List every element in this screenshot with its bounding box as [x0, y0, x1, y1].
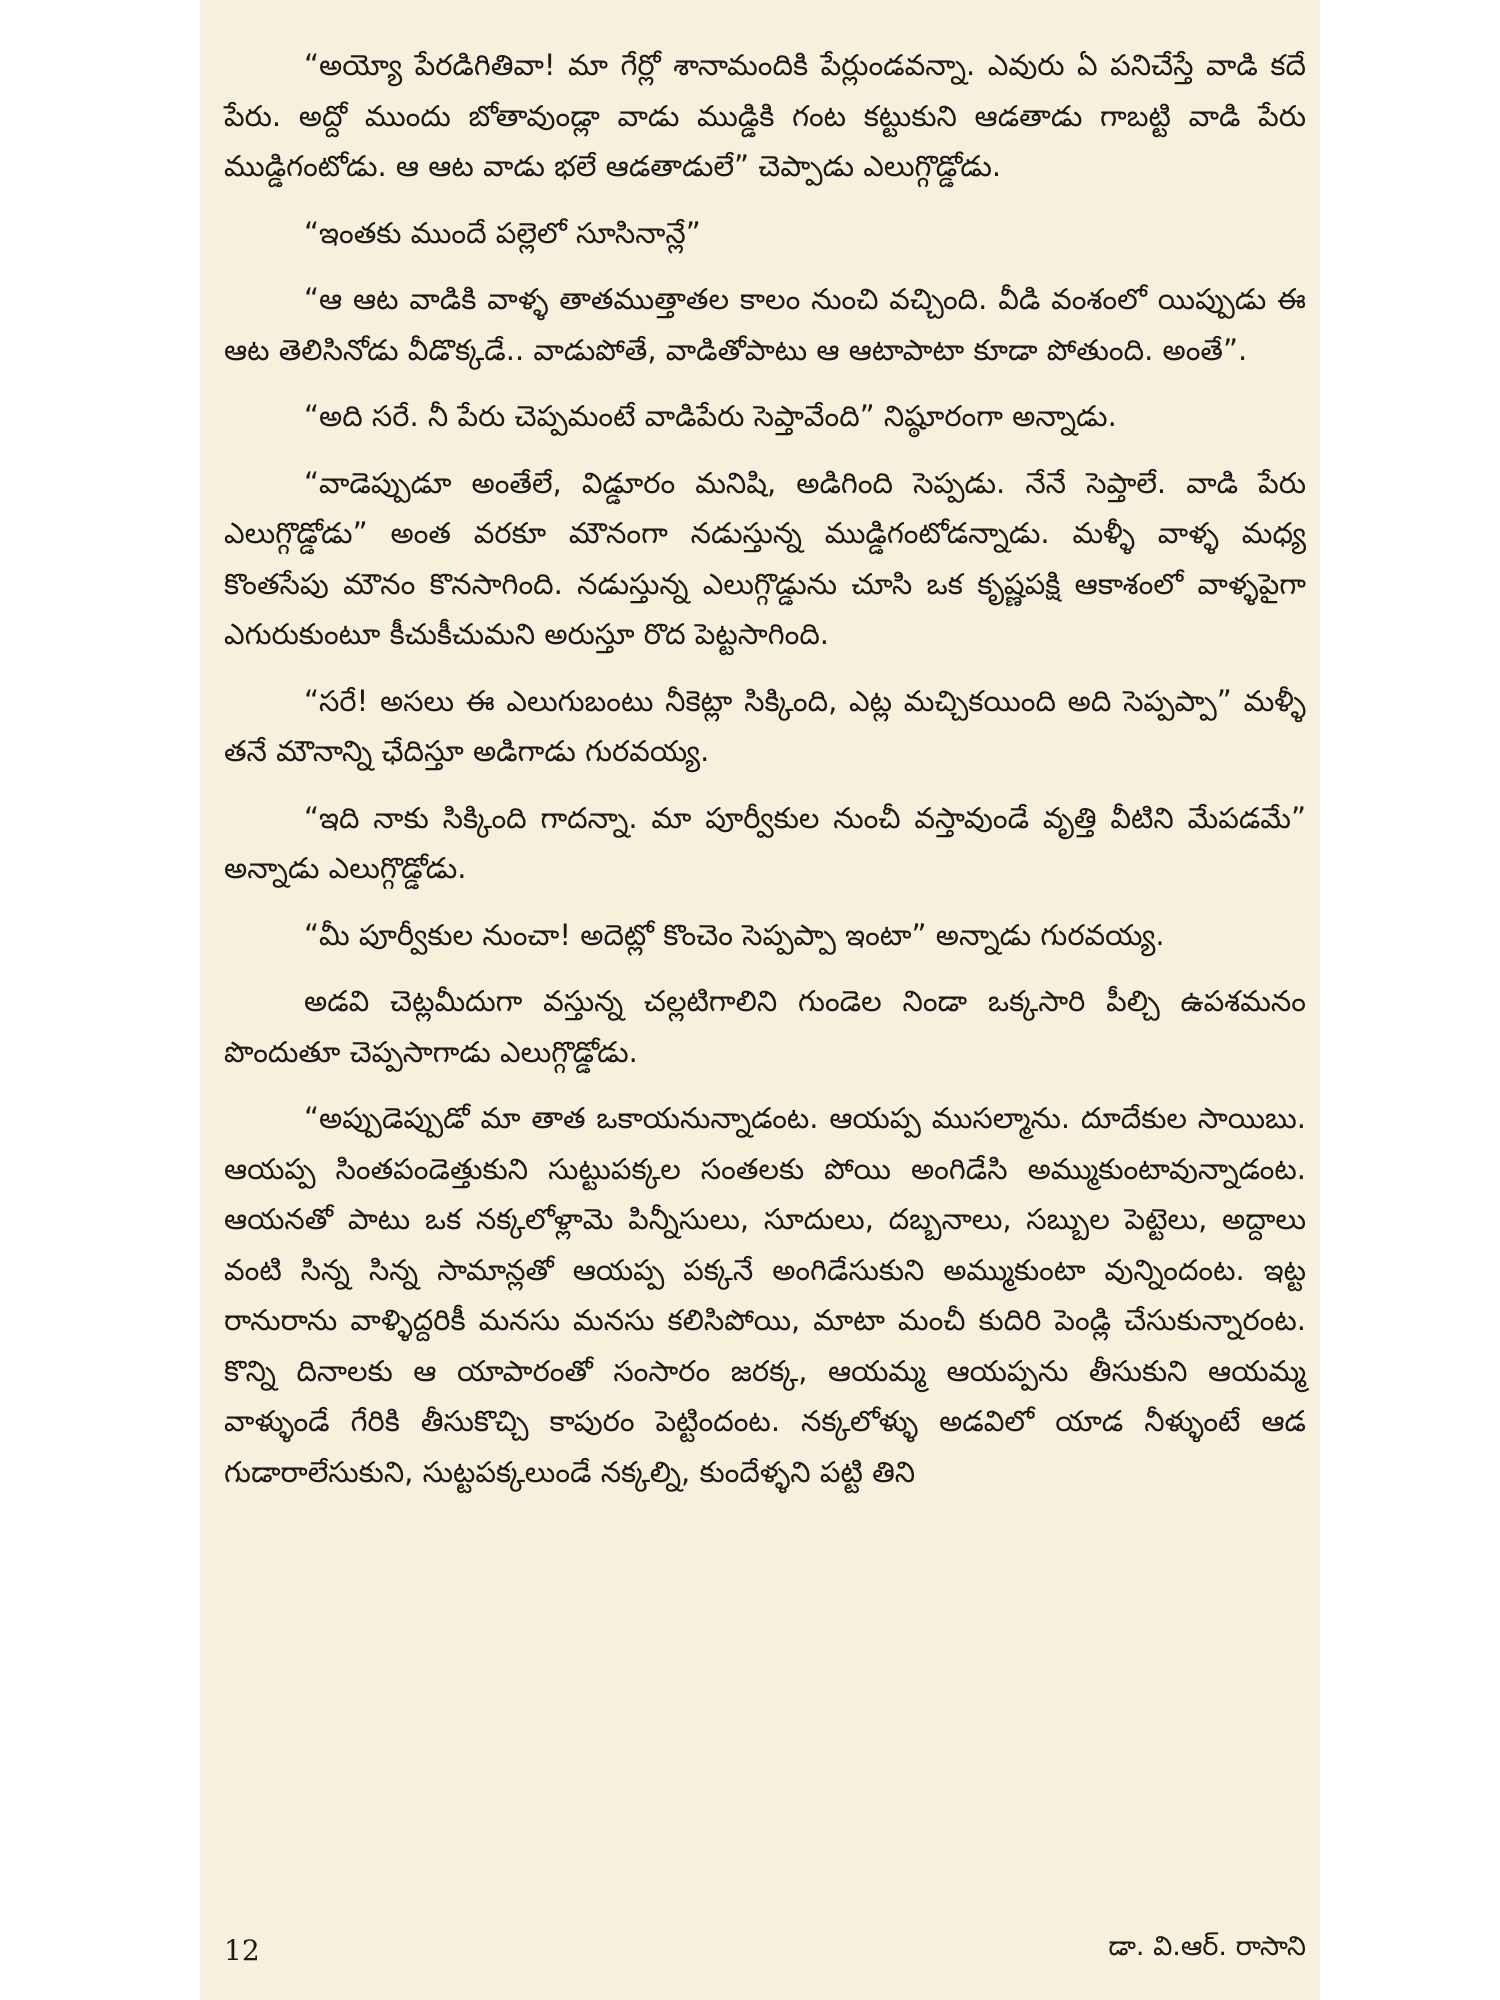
paragraph-10: “అప్పుడెప్పుడో మా తాత ఒకాయనున్నాడంట. ఆయప్ప ముసల్మాను. దూదేకుల సాయిబు. ఆయప్ప సింతపండెత్తుకుని సుట్టుపక్కల సంతలకు పోయి అంగిడేసి అమ్ముకుంటావున్నాడంట. ఆయనతో పాటు ఒక నక్కలోళ్లామె పిన్నీసులు, సూదులు, దబ్బనాలు, సబ్బుల పెట్టెలు, అద్దాలు వంటి సిన్న సిన్న సామాన్లతో ఆయప్ప పక్కనే అంగిడేసుకుని అమ్ముకుంటా వున్నిందంట. ఇట్ట రానురాను వాళ్ళిద్దరికీ మనసు మనసు కలిసిపోయి, మాటా మంచీ కుదిరి పెండ్లి చేసుకున్నారంట. కొన్ని దినాలకు ఆ యాపారంతో సంసారం జరక్క, ఆయమ్మ ఆయప్పను తీసుకుని ఆయమ్మ వాళ్ళుండే గేరికి తీసుకొచ్చి కాపురం పెట్టిందంట. నక్కలోళ్ళు అడవిలో యాడ నీళ్ళుంటే ఆడ గుడారాలేసుకుని, సుట్టపక్కలుండే నక్కల్ని, కుందేళ్ళని పట్టి తిని — [224, 1101, 1306, 1489]
paragraph-5: “వాడెప్పుడూ అంతేలే, విడ్డూరం మనిషి, అడిగింది సెప్పడు. నేనే సెప్తాలే. వాడి పేరు ఎలుగ్గొడ్డోడు” అంత వరకూ మౌనంగా నడుస్తున్న ముడ్డిగంటోడన్నాడు. మళ్ళీ వాళ్ళ మధ్య కొంతసేపు మౌనం కొనసాగింది. నడుస్తున్న ఎలుగ్గొడ్డును చూసి ఒక కృష్ణపక్షి ఆకాశంలో వాళ్ళపైగా ఎగురుకుంటూ కీచుకీచుమని అరుస్తూ రొద పెట్టసాగింది. — [224, 465, 1306, 651]
paragraph-8: “మీ పూర్వీకుల నుంచా! అదెట్లో కొంచెం సెప్పప్పా ఇంటా” అన్నాడు గురవయ్య. — [304, 917, 1165, 952]
page-body — [224, 40, 1306, 1513]
paragraph-6: “సరే! అసలు ఈ ఎలుగుబంటు నీకెట్లా సిక్కింది, ఎట్ల మచ్చికయింది అది సెప్పప్పా” మళ్ళీ తనే మౌనాన్ని ఛేదిస్తూ అడిగాడు గురవయ్య. — [224, 683, 1306, 768]
page-number: 12 — [224, 1933, 260, 1967]
paragraph-7: “ఇది నాకు సిక్కింది గాదన్నా. మా పూర్వీకుల నుంచీ వస్తావుండే వృత్తి వీటిని మేపడమే” అన్నాడు ఎలుగ్గొడ్డోడు. — [224, 800, 1306, 885]
paragraph-9: అడవి చెట్లమీదుగా వస్తున్న చల్లటిగాలిని గుండెల నిండా ఒక్కసారి పీల్చి ఉపశమనం పొందుతూ చెప్పసాగాడు ఎలుగ్గొడ్డోడు. — [224, 984, 1306, 1069]
author-name: డా. వి.ఆర్. రాసాని — [1108, 1931, 1306, 1962]
paragraph-4: “అది సరే. నీ పేరు చెప్పమంటే వాడిపేరు సెప్తావేంది” నిష్ఠూరంగా అన్నాడు. — [304, 399, 1117, 433]
paragraph-1: “అయ్యో పేరడిగితివా! మా గేర్లో శానామందికి పేర్లుండవన్నా. ఎవురు ఏ పనిచేస్తే వాడి కదే పేరు. అద్దో ముందు బోతావుండ్లా వాడు ముడ్డికి గంట కట్టుకుని ఆడతాడు గాబట్టి వాడి పేరు ముడ్డిగంటోడు. ఆ ఆట వాడు భలే ఆడతాడులే” చెప్పాడు ఎలుగ్గొడ్డోడు. — [224, 48, 1306, 183]
book-page — [200, 0, 1320, 2000]
page-footer — [224, 1930, 1306, 1970]
paragraph-3: “ఆ ఆట వాడికి వాళ్ళ తాతముత్తాతల కాలం నుంచి వచ్చింది. వీడి వంశంలో యిప్పుడు ఈ ఆట తెలిసినోడు వీడొక్కడే.. వాడుపోతే, వాడితోపాటు ఆ ఆటాపాటా కూడా పోతుంది. అంతే”. — [224, 282, 1306, 367]
paragraph-2: “ఇంతకు ముందే పల్లెలో సూసినాన్లే” — [304, 215, 701, 250]
